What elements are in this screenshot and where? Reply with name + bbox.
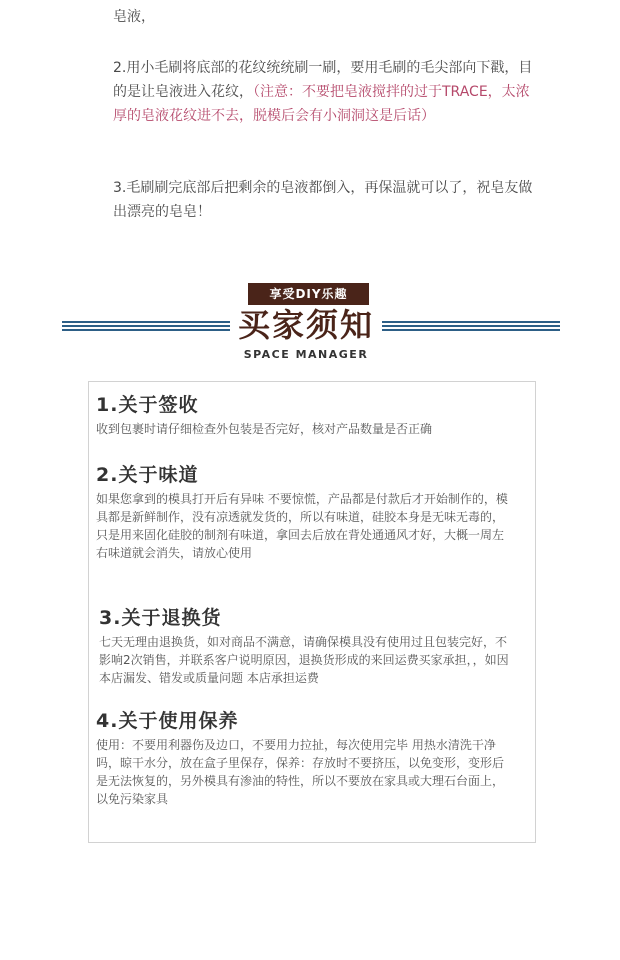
diy-badge: 享受DIY乐趣 xyxy=(248,283,369,305)
buyer-notice-box xyxy=(88,381,536,843)
notice-section-returns xyxy=(99,605,519,687)
notice-body: 收到包裹时请仔细检查外包装是否完好，核对产品数量是否正确 xyxy=(96,422,433,436)
intro-paragraph-1: 皂液， xyxy=(113,9,155,25)
notice-heading: 4.关于使用保养 xyxy=(96,710,239,732)
notice-section-receipt xyxy=(96,392,516,438)
step-2-note: （注意：不要把皂液搅拌的过于TRACE，太浓厚的皂液花纹进不去，脱模后会有小洞洞这是后话） xyxy=(113,84,530,124)
notice-heading: 3.关于退换货 xyxy=(99,607,222,629)
decorative-lines-left xyxy=(62,321,230,330)
notice-heading: 2.关于味道 xyxy=(96,464,199,486)
notice-section-smell xyxy=(96,462,516,562)
notice-body: 如果您拿到的模具打开后有异味 不要惊慌，产品都是付款后才开始制作的，模具都是新鲜制作，没有凉透就发货的，所以有味道，硅胶本身是无味无毒的，只是用来固化硅胶的制剂有味道，拿回去后放在背处通通风才好，大概一周左右味道就会消失，请放心使用 xyxy=(96,492,508,560)
notice-section-care xyxy=(96,708,516,808)
notice-body: 七天无理由退换货，如对商品不满意，请确保模具没有使用过且包装完好，不影响2次销售，并联系客户说明原因，退换货形成的来回运费买家承担，，如因本店漏发、错发或质量问题 本店承担运费 xyxy=(99,635,509,685)
intro-paragraph-3: 3.毛刷刷完底部后把剩余的皂液都倒入，再保温就可以了，祝皂友做出漂亮的皂皂！ xyxy=(113,180,533,220)
notice-heading: 1.关于签收 xyxy=(96,394,199,416)
intro-paragraph-2 xyxy=(113,56,533,128)
notice-body: 使用：不要用利器伤及边口，不要用力拉扯，每次使用完毕 用热水清洗干净吗，晾干水分，放在盒子里保存，保养：存放时不要挤压，以免变形，变形后是无法恢复的，另外模具有渗油的特性，所以不要放在家具或大理石台面上，以免污染家具 xyxy=(96,738,505,806)
step-2-text: 2.用小毛刷将底部的花纹统统刷一刷，要用毛刷的毛尖部向下戳，目的是让皂液进入花纹， xyxy=(113,60,533,100)
section-subtitle: SPACE MANAGER xyxy=(243,348,369,361)
decorative-lines-right xyxy=(382,321,560,330)
section-title: 买家须知 xyxy=(237,306,374,344)
